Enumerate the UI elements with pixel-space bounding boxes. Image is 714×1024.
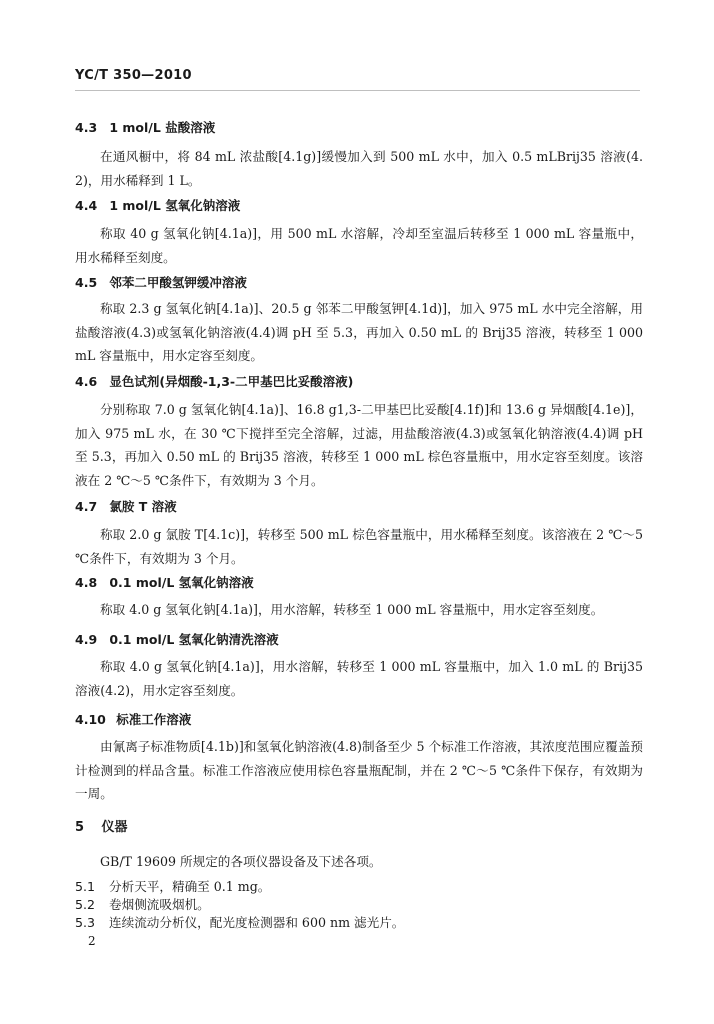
section-paragraph-4-5: 称取 2.3 g 氢氧化钠[4.1a)]、20.5 g 邻苯二甲酸氢钾[4.1d)]，加入 975 mL 水中完全溶解，用盐酸溶液(4.3)或氢氧化钠溶液(4.4)调 pH 至 5.3，再加入 0.50 mL 的 Brij35 溶液，转移至 1 000 mL 容量瓶中，用水定容至刻度。	[75, 301, 643, 363]
page-number: 2	[88, 934, 96, 948]
item-number: 5.3	[75, 915, 96, 930]
section-paragraph-4-9: 称取 4.0 g 氢氧化钠[4.1a)]，用水溶解，转移至 1 000 mL 容量瓶中，加入 1.0 mL 的 Brij35 溶液(4.2)，用水定容至刻度。	[75, 659, 643, 698]
section-number: 4.6	[75, 374, 98, 389]
section-title: 氯胺 T 溶液	[109, 499, 177, 514]
section-heading-4-3	[75, 118, 215, 136]
section-title: 显色试剂(异烟酸-1,3-二甲基巴比妥酸溶液)	[109, 374, 354, 389]
section-title: 邻苯二甲酸氢钾缓冲溶液	[109, 275, 247, 290]
section-heading-4-9	[75, 630, 279, 648]
chapter-number: 5	[75, 820, 85, 835]
section-number: 4.9	[75, 632, 98, 647]
item-number: 5.2	[75, 897, 96, 912]
document-code: YC/T 350—2010	[75, 68, 192, 83]
section-paragraph-4-6: 分别称取 7.0 g 氢氧化钠[4.1a)]、16.8 g1,3-二甲基巴比妥酸[4.1f)]和 13.6 g 异烟酸[4.1e)]，加入 975 mL 水，在 30 ℃下搅拌至完全溶解，过滤，用盐酸溶液(4.3)或氢氧化钠溶液(4.4)调 pH 至 5.3，再加入 0.50 mL 的 Brij35 溶液，转移至 1 000 mL 棕色容量瓶中，用水定容至刻度。该溶液在 2 ℃～5 ℃条件下，有效期为 3 个月。	[75, 402, 643, 488]
section-paragraph-4-10: 由氰离子标准物质[4.1b)]和氢氧化钠溶液(4.8)制备至少 5 个标准工作溶液，其浓度范围应覆盖预计检测到的样品含量。标准工作溶液应使用棕色容量瓶配制，并在 2 ℃～5 ℃条件下保存，有效期为一周。	[75, 739, 643, 801]
section-number: 4.4	[75, 198, 98, 213]
section-heading-4-7	[75, 497, 177, 515]
list-item-5-2	[75, 894, 210, 913]
section-number: 4.7	[75, 499, 98, 514]
section-title: 1 mol/L 盐酸溶液	[109, 120, 216, 135]
item-number: 5.1	[75, 879, 96, 894]
item-text: 卷烟侧流吸烟机。	[109, 897, 210, 912]
section-heading-4-4	[75, 196, 240, 214]
section-title: 标准工作溶液	[116, 712, 192, 727]
section-paragraph-4-4: 称取 40 g 氢氧化钠[4.1a)]，用 500 mL 水溶解，冷却至室温后转移至 1 000 mL 容量瓶中，用水稀释至刻度。	[75, 226, 643, 265]
section-title: 0.1 mol/L 氢氧化钠溶液	[109, 575, 254, 590]
section-heading-4-5	[75, 273, 247, 291]
list-item-5-3	[75, 912, 404, 931]
list-item-5-1	[75, 876, 270, 895]
chapter-intro: GB/T 19609 所规定的各项仪器设备及下述各项。	[100, 854, 382, 869]
header-rule	[75, 90, 640, 91]
section-number: 4.10	[75, 712, 106, 727]
section-heading-4-10	[75, 710, 191, 728]
item-text: 分析天平，精确至 0.1 mg。	[109, 879, 271, 894]
chapter-title: 仪器	[101, 820, 128, 835]
section-paragraph-4-3: 在通风橱中，将 84 mL 浓盐酸[4.1g)]缓慢加入到 500 mL 水中，加入 0.5 mLBrij35 溶液(4.2)，用水稀释到 1 L。	[75, 149, 643, 188]
section-number: 4.8	[75, 575, 98, 590]
section-number: 4.3	[75, 120, 98, 135]
section-title: 1 mol/L 氢氧化钠溶液	[109, 198, 241, 213]
section-heading-4-6	[75, 372, 353, 390]
section-paragraph-4-8: 称取 4.0 g 氢氧化钠[4.1a)]，用水溶解，转移至 1 000 mL 容量瓶中，用水定容至刻度。	[100, 602, 604, 617]
section-paragraph-4-7: 称取 2.0 g 氯胺 T[4.1c)]，转移至 500 mL 棕色容量瓶中，用水稀释至刻度。该溶液在 2 ℃～5 ℃条件下，有效期为 3 个月。	[75, 527, 643, 566]
item-text: 连续流动分析仪，配光度检测器和 600 nm 滤光片。	[109, 915, 405, 930]
chapter-heading-5	[75, 816, 128, 835]
section-heading-4-8	[75, 573, 254, 591]
section-title: 0.1 mol/L 氢氧化钠清洗溶液	[109, 632, 279, 647]
section-number: 4.5	[75, 275, 98, 290]
